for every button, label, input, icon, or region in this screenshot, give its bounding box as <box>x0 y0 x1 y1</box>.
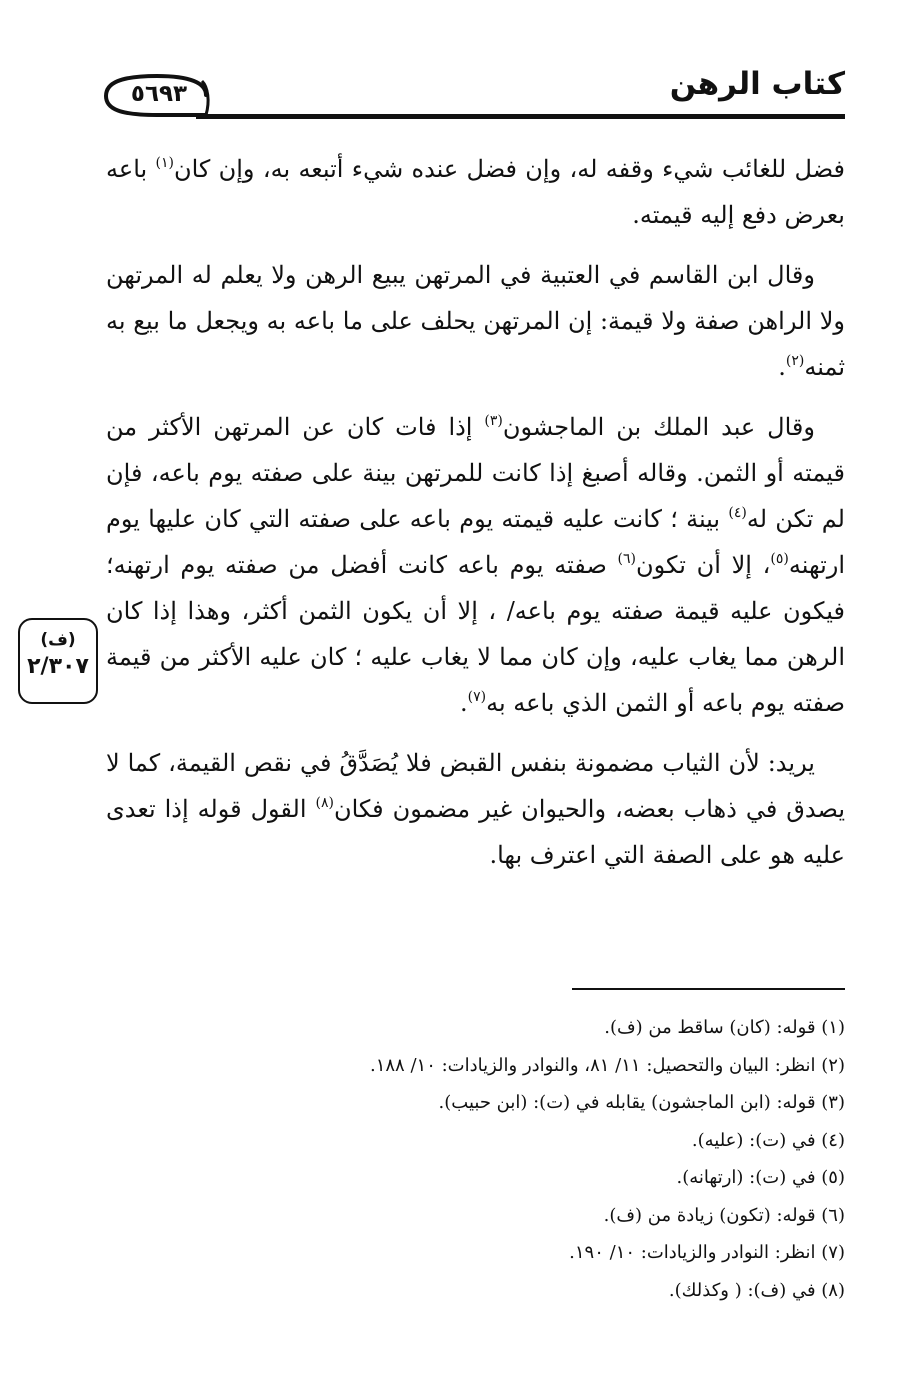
footnote-marker: (٢) <box>785 353 805 369</box>
manuscript-folio-marker <box>18 618 98 704</box>
footnote-divider <box>572 988 845 990</box>
folio-number: ٢/٣٠٧ <box>27 654 89 679</box>
paragraph-text: وقال عبد الملك بن الماجشون <box>502 413 815 441</box>
footnote-item: (٢) انظر: البيان والتحصيل: ١١/ ٨١، والنوادر والزيادات: ١٠/ ١٨٨. <box>369 1054 845 1076</box>
paragraph-text: إذا فات كان عن المرتهن الأكثر من قيمته أو الثمن. وقاله أصبغ إذا كانت للمرتهن بينة على صفته يوم باعه، فإن لم تكن له <box>106 413 845 533</box>
footnote-item: (٤) في (ت): (عليه). <box>691 1129 845 1151</box>
folio-manuscript-letter: (ف) <box>40 630 76 650</box>
page-number: ٥٦٩٣ <box>130 81 188 107</box>
main-text <box>106 146 845 892</box>
footnote-marker: (٨) <box>315 795 334 811</box>
footnote-marker: (٣) <box>484 413 503 429</box>
paragraph-text: باعه بعرض دفع إليه قيمته. <box>106 155 845 229</box>
footnote-item: (٧) انظر: النوادر والزيادات: ١٠/ ١٩٠. <box>569 1242 845 1263</box>
header-rule <box>196 114 845 119</box>
paragraph-text: القول قوله إذا تعدى عليه هو على الصفة التي اعترف بها. <box>106 795 845 869</box>
paragraph-text: وقال ابن القاسم في العتبية في المرتهن يبيع الرهن ولا يعلم له المرتهن ولا الراهن صفة ولا قيمة: إن المرتهن يحلف على ما باعه به ويجعل ما بيع به ثمنه <box>106 261 845 381</box>
footnote-item: (١) قوله: (كان) ساقط من (ف). <box>604 1017 845 1038</box>
body-paragraph <box>106 146 845 238</box>
footnote-marker: (١) <box>155 155 174 171</box>
paragraph-text: يريد: لأن الثياب مضمونة بنفس القبض فلا يُصَدَّقُ في نقص القيمة، كما لا يصدق في ذهاب بعضه، والحيوان غير مضمون فكان <box>106 749 845 823</box>
footnote-marker: (٥) <box>770 551 789 567</box>
body-paragraph <box>106 740 845 878</box>
footnote-item: (٨) في (ف): ( وكذلك). <box>668 1279 845 1301</box>
paragraph-text: . <box>778 353 786 381</box>
paragraph-text: ، إلا أن تكون <box>635 551 771 579</box>
footnote-item: (٦) قوله: (تكون) زيادة من (ف). <box>603 1204 845 1226</box>
body-paragraph <box>106 404 845 726</box>
page-number-badge <box>102 71 212 121</box>
footnote-marker: (٧) <box>467 689 487 705</box>
footnote-marker: (٤) <box>728 505 747 521</box>
body-paragraph <box>106 252 845 390</box>
paragraph-text: صفته يوم باعه كانت أفضل من صفته يوم ارتهنه؛ فيكون عليه قيمة صفته يوم باعه/ ، إلا أن يكون الثمن أكثر، وهذا إذا كان الرهن مما يغاب عليه، وإن كان مما لا يغاب عليه ؛ كان عليه الأكثر من قيمة صفته يوم باعه أو الثمن الذي باعه به <box>106 551 845 717</box>
paragraph-text: بينة ؛ كانت عليه قيمته يوم باعه على صفته التي كان عليها يوم ارتهنه <box>106 505 845 579</box>
paragraph-text: فضل للغائب شيء وقفه له، وإن فضل عنده شيء أتبعه به، وإن كان <box>173 155 845 183</box>
paragraph-text: . <box>460 689 468 717</box>
footnote-marker: (٦) <box>617 551 636 567</box>
book-title: كتاب الرهن <box>669 66 845 102</box>
footnote-item: (٥) في (ت): (ارتهانه). <box>676 1167 845 1188</box>
footnote-item: (٣) قوله: (ابن الماجشون) يقابله في (ت): (ابن حبيب). <box>438 1092 845 1113</box>
footnotes-list <box>106 1009 845 1309</box>
